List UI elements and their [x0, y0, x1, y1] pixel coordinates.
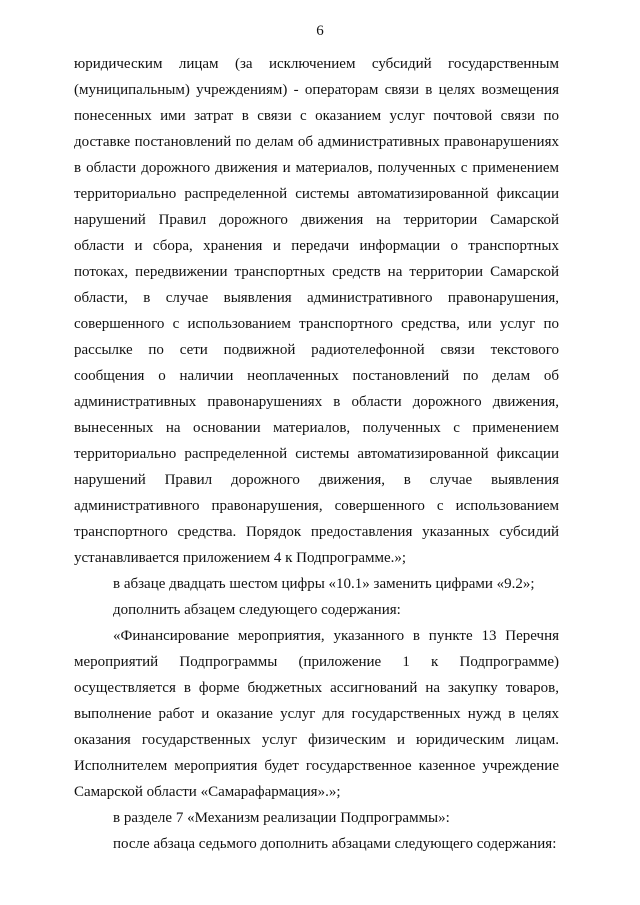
text-line: мероприятий Подпрограммы (приложение 1 к Подпрограмме) — [74, 654, 559, 670]
text-line: территориально распределенной системы автоматизированной фиксации — [74, 186, 559, 202]
text-line: оказания государственных услуг физическим и юридическим лицам. — [74, 732, 559, 748]
text-line: области, в случае выявления административного правонарушения, — [74, 290, 559, 306]
text-line: в разделе 7 «Механизм реализации Подпрограммы»: — [113, 810, 450, 826]
text-line: административных правонарушениях в области дорожного движения, — [74, 394, 559, 410]
text-line: доставке постановлений по делам об административных правонарушениях — [74, 134, 559, 150]
text-line: вынесенных на основании материалов, полученных с применением — [74, 420, 559, 436]
text-line: рассылке по сети подвижной радиотелефонной связи текстового — [74, 342, 559, 358]
text-line: дополнить абзацем следующего содержания: — [113, 602, 401, 618]
text-line: области и сбора, хранения и передачи информации о транспортных — [74, 238, 559, 254]
text-line: нарушений Правил дорожного движения на территории Самарской — [74, 212, 559, 228]
text-line: после абзаца седьмого дополнить абзацами следующего содержания: — [113, 836, 557, 852]
text-line: юридическим лицам (за исключением субсидий государственным — [74, 56, 559, 72]
page-number: 6 — [316, 23, 324, 39]
text-line: «Финансирование мероприятия, указанного в пункте 13 Перечня — [113, 628, 559, 644]
text-line: понесенных ими затрат в связи с оказанием услуг почтовой связи по — [74, 108, 559, 124]
text-line: нарушений Правил дорожного движения, в случае выявления — [74, 472, 559, 488]
text-line: в абзаце двадцать шестом цифры «10.1» заменить цифрами «9.2»; — [113, 576, 535, 592]
text-line: осуществляется в форме бюджетных ассигнований на закупку товаров, — [74, 680, 559, 696]
text-line: территориально распределенной системы автоматизированной фиксации — [74, 446, 559, 462]
text-line: сообщения о наличии неоплаченных постановлений по делам об — [74, 368, 559, 384]
text-line: потоках, передвижении транспортных средств на территории Самарской — [74, 264, 559, 280]
text-line: административного правонарушения, совершенного с использованием — [74, 498, 559, 514]
text-line: в области дорожного движения и материалов, полученных с применением — [74, 160, 559, 176]
text-line: Исполнителем мероприятия будет государственное казенное учреждение — [74, 758, 559, 774]
text-line: (муниципальным) учреждениям) - операторам связи в целях возмещения — [74, 82, 559, 98]
text-line: совершенного с использованием транспортного средства, или услуг по — [74, 316, 559, 332]
text-line: выполнение работ и оказание услуг для государственных нужд в целях — [74, 706, 559, 722]
text-line: транспортного средства. Порядок предоставления указанных субсидий — [74, 524, 559, 540]
text-line: устанавливается приложением 4 к Подпрограмме.»; — [74, 550, 407, 566]
text-line: Самарской области «Самарафармация».»; — [74, 784, 341, 800]
